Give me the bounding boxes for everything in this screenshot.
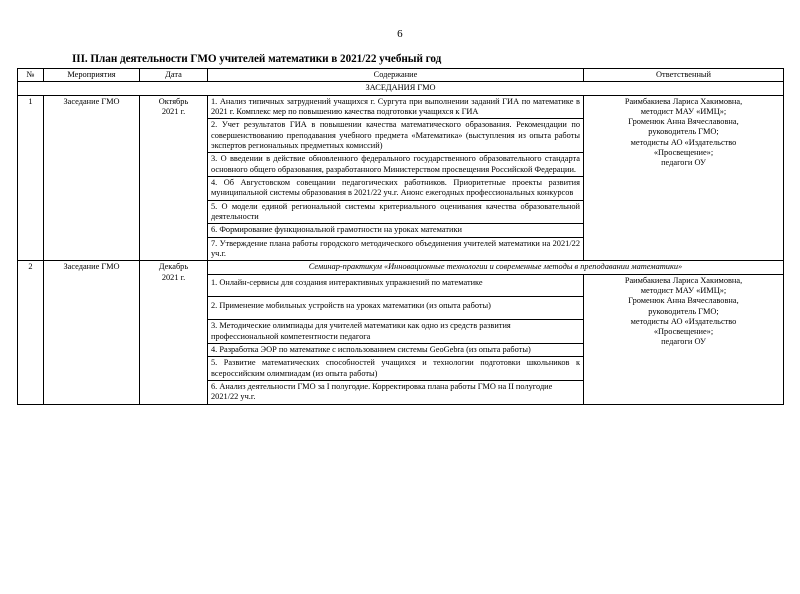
content-item: 1. Онлайн-сервисы для создания интерактивных упражнений по математике (208, 275, 583, 297)
responsible-line: педагоги ОУ (661, 158, 706, 168)
page-number: 6 (397, 28, 403, 40)
page-title: III. План деятельности ГМО учителей математики в 2021/22 учебный год (72, 53, 442, 65)
content-item-list (208, 96, 583, 261)
content-item: 2. Учет результатов ГИА в повышении качества математического образования. Рекомендации по совершенствованию преподавания учебного предмета «Математика» (выступления из опыта работы экспертов региональных предметных комиссий) (208, 119, 583, 153)
row-date-line2: 2021 г. (161, 272, 186, 282)
row-content (208, 95, 584, 261)
column-header-responsible: Ответственный (584, 69, 784, 82)
document-page (0, 28, 800, 594)
row-date-line1: Декабрь (158, 262, 189, 272)
section-title-row (18, 82, 784, 95)
responsible-line: руководитель ГМО; (648, 127, 719, 137)
responsible-line: Громенюк Анна Вячеславовна, (628, 117, 739, 127)
content-item-list (208, 275, 583, 404)
responsible-line: руководитель ГМО; (648, 306, 719, 316)
row-date (140, 261, 208, 404)
responsible-line: «Просвещение»; (653, 327, 714, 337)
row-responsible (584, 274, 784, 404)
content-item: 4. Об Августовском совещании педагогических работников. Приоритетные проекты развития муниципальной системы образования в 2021/22 уч.г. Анонс ежегодных профессиональных конкурсов (208, 177, 583, 201)
responsible-line: методисты АО «Издательство (630, 137, 737, 147)
content-item: 5. Развитие математических способностей учащихся и технологии подготовки школьников к всероссийским олимпиадам (из опыта работы) (208, 357, 583, 381)
responsible-line: методисты АО «Издательство (630, 316, 737, 326)
row-content (208, 274, 584, 404)
responsible-line: Громенюк Анна Вячеславовна, (628, 296, 739, 306)
column-header-date: Дата (140, 69, 208, 82)
content-item: 5. О модели единой региональной системы критериального оценивания качества образовательной деятельности (208, 200, 583, 224)
table-row (18, 95, 784, 261)
section-title-gmo: ЗАСЕДАНИЯ ГМО (18, 82, 784, 95)
plan-table (17, 68, 784, 405)
responsible-line: педагоги ОУ (661, 337, 706, 347)
content-item: 6. Анализ деятельности ГМО за I полугодие. Корректировка плана работы ГМО на II полугодие 2021/22 уч.г. (208, 381, 583, 404)
content-item: 1. Анализ типичных затруднений учащихся г. Сургута при выполнении заданий ГИА по математике в 2021 г. Комплекс мер по повышению качества подготовки учащихся к ГИА (208, 96, 583, 119)
responsible-line: Раимбакиева Лариса Хакимовна, (624, 275, 743, 285)
column-header-no: № (18, 69, 44, 82)
row-date-line2: 2021 г. (161, 106, 186, 116)
column-header-content: Содержание (208, 69, 584, 82)
seminar-banner: Семинар-практикум «Инновационные технологии и современные методы в преподавании математики» (208, 261, 784, 274)
responsible-line: Раимбакиева Лариса Хакимовна, (624, 96, 743, 106)
row-date-line1: Октябрь (158, 96, 189, 106)
table-header-row (18, 69, 784, 82)
row-date (140, 95, 208, 261)
responsible-line: методист МАУ «ИМЦ»; (640, 106, 727, 116)
responsible-line: методист МАУ «ИМЦ»; (640, 286, 727, 295)
table-row (18, 261, 784, 274)
row-number: 1 (18, 95, 44, 261)
content-item: 3. О введении в действие обновленного федерального государственного образовательного стандарта основного общего образования, разработанного Министерством просвещения Российской Федерации. (208, 153, 583, 177)
column-header-event: Мероприятия (44, 69, 140, 82)
content-item: 7. Утверждение плана работы городского методического объединения учителей математики на 2021/22 уч.г. (208, 237, 583, 260)
content-item: 3. Методические олимпиады для учителей математики как одно из средств развития профессиональной компетентности педагога (208, 320, 583, 344)
row-responsible (584, 95, 784, 261)
row-event: Заседание ГМО (44, 261, 140, 404)
row-number: 2 (18, 261, 44, 404)
content-item: 6. Формирование функциональной грамотности на уроках математики (208, 224, 583, 237)
content-item: 2. Применение мобильных устройств на уроках математики (из опыта работы) (208, 297, 583, 320)
row-event: Заседание ГМО (44, 95, 140, 261)
content-item: 4. Разработка ЭОР по математике с использованием системы GeoGebra (из опыта работы) (208, 344, 583, 357)
responsible-line: «Просвещение»; (653, 148, 714, 158)
